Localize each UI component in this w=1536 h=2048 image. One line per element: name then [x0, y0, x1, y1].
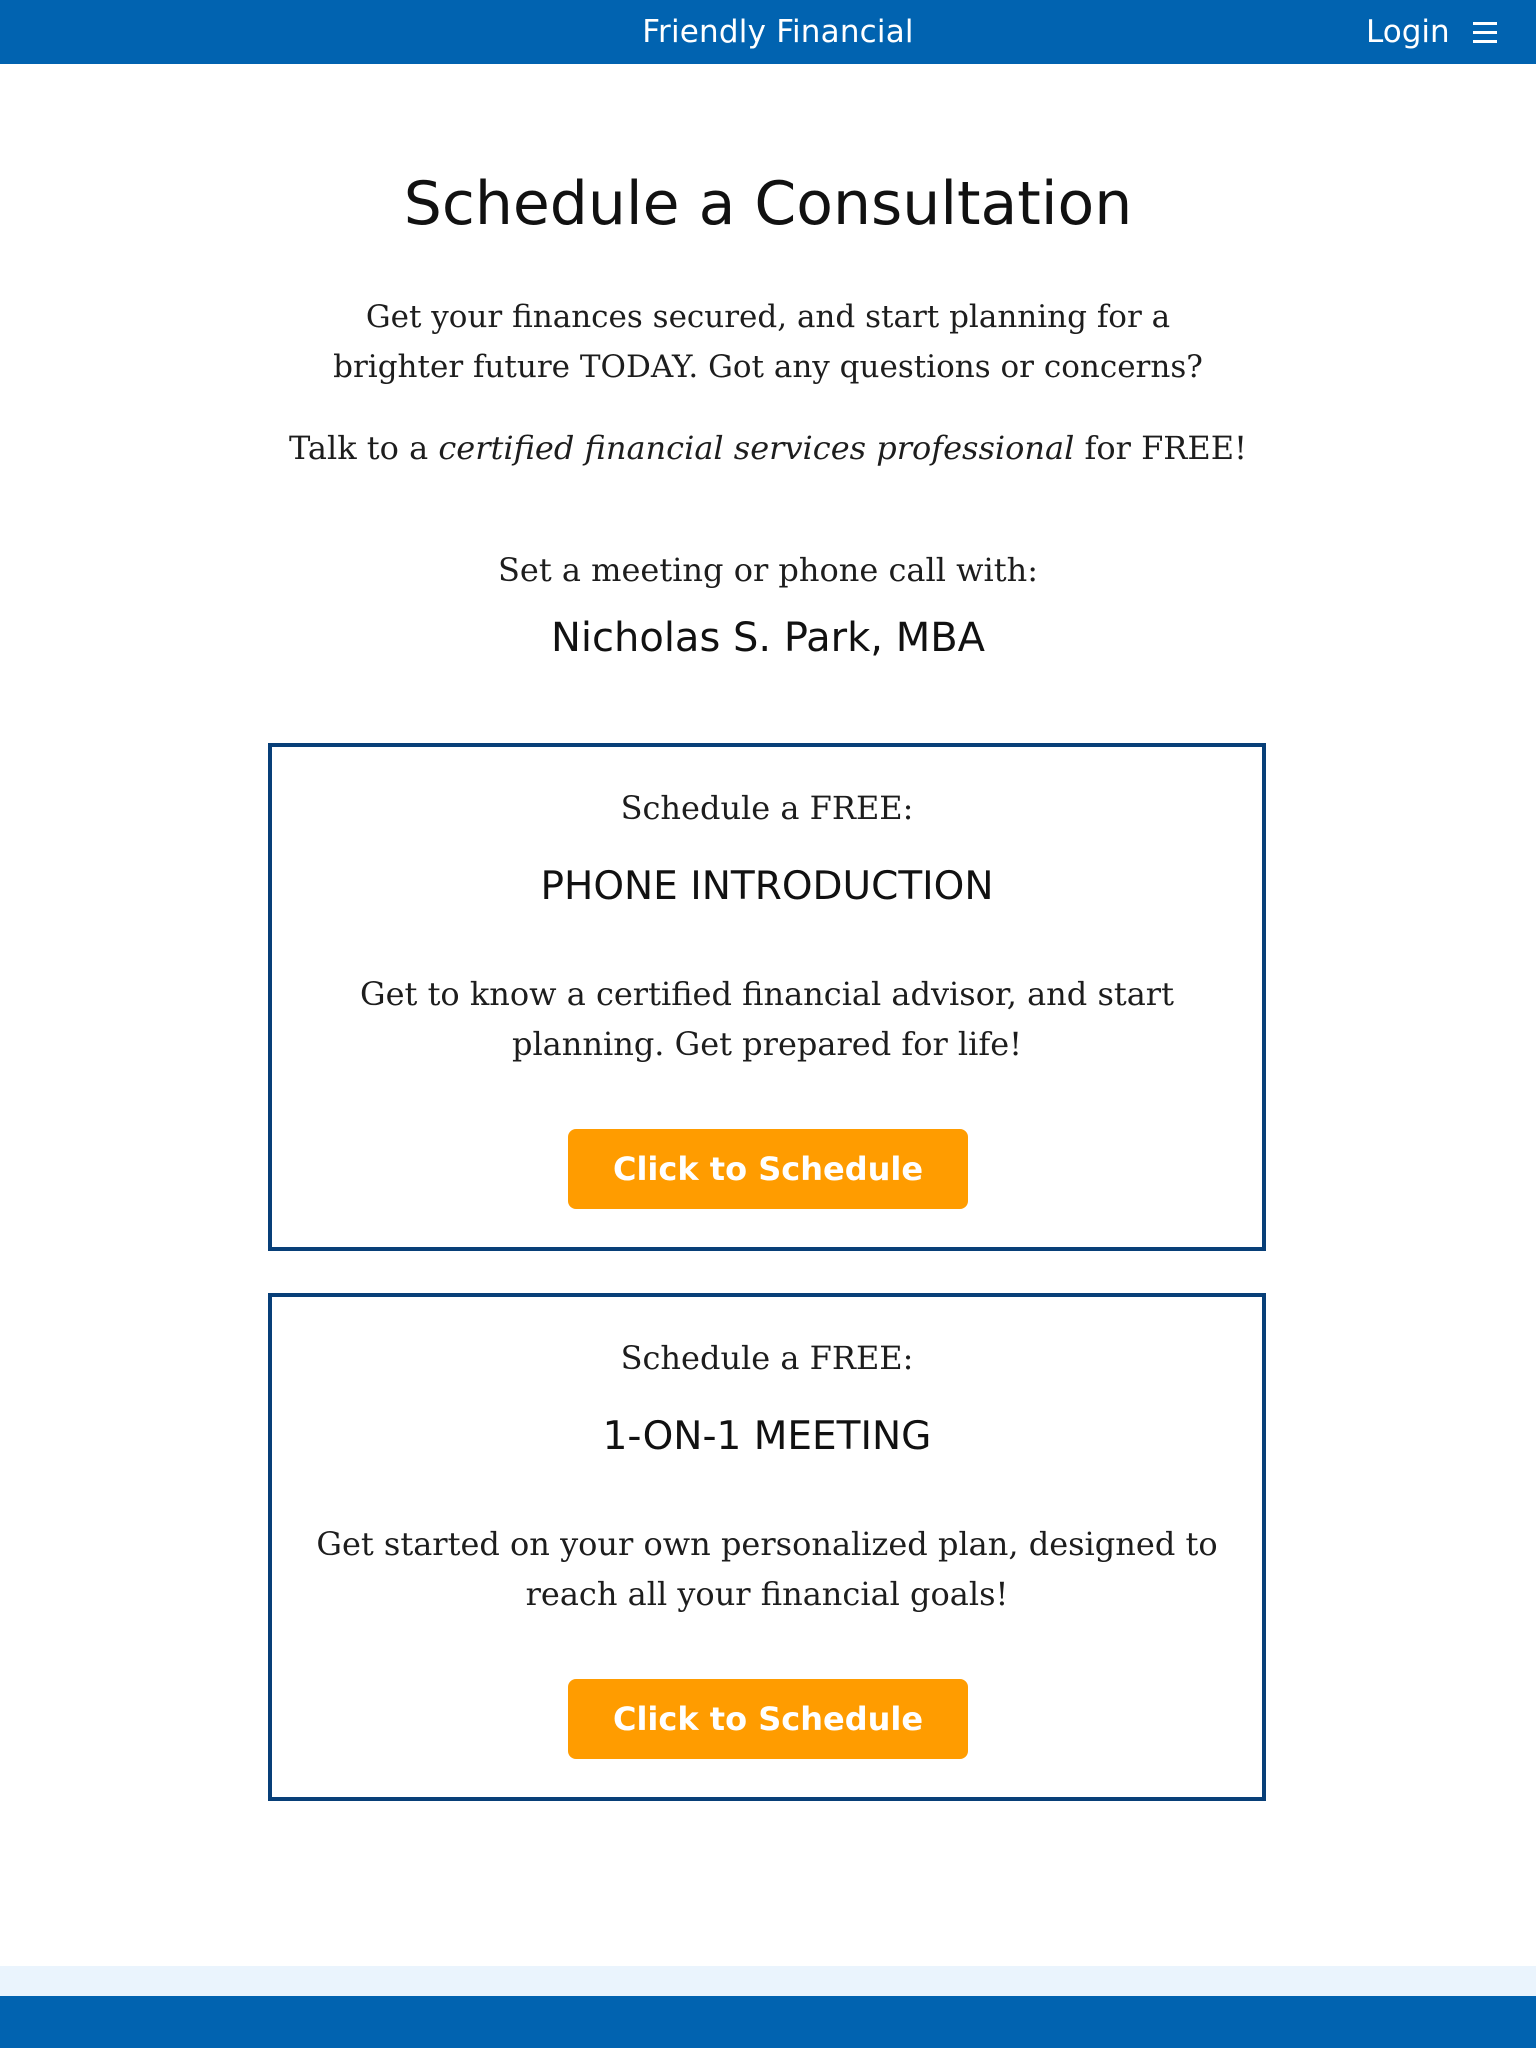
callout-prefix: Talk to a — [289, 429, 439, 467]
meeting-prompt: Set a meeting or phone call with: — [497, 551, 1039, 589]
schedule-one-on-one-meeting-button[interactable]: Click to Schedule — [568, 1679, 968, 1759]
advisor-name: Nicholas S. Park, MBA — [550, 615, 986, 661]
card-description: Get to know a certified financial advisor, and start planning. Get prepared for life! — [360, 975, 1174, 1063]
card-heading: 1-ON-1 MEETING — [602, 1414, 932, 1459]
brand-title[interactable]: Friendly Financial — [642, 14, 914, 50]
intro-text: Get your finances secured, and start planning for a brighter future TODAY. Got any questions or concerns? — [333, 299, 1203, 385]
professional-callout — [0, 423, 1536, 473]
card-description: Get started on your own personalized plan, designed to reach all your financial goals! — [316, 1525, 1218, 1613]
hamburger-menu-icon[interactable] — [1473, 22, 1497, 44]
schedule-phone-introduction-button[interactable]: Click to Schedule — [568, 1129, 968, 1209]
login-link[interactable]: Login — [1366, 14, 1450, 50]
page-footer — [0, 1996, 1536, 2048]
card-kicker: Schedule a FREE: — [620, 1339, 914, 1377]
page-title: Schedule a Consultation — [403, 169, 1133, 239]
top-navigation-bar — [0, 0, 1536, 64]
callout-suffix: for FREE! — [1074, 429, 1247, 467]
card-heading: PHONE INTRODUCTION — [540, 864, 994, 909]
one-on-one-meeting-card — [268, 1293, 1266, 1801]
phone-introduction-card — [268, 743, 1266, 1251]
menu-bar-bottom — [1473, 40, 1497, 43]
callout-emphasis: certified financial services professional — [438, 429, 1075, 467]
menu-bar-top — [1473, 22, 1497, 25]
menu-bar-middle — [1473, 31, 1497, 34]
card-kicker: Schedule a FREE: — [620, 789, 914, 827]
footer-divider-band — [0, 1966, 1536, 1996]
